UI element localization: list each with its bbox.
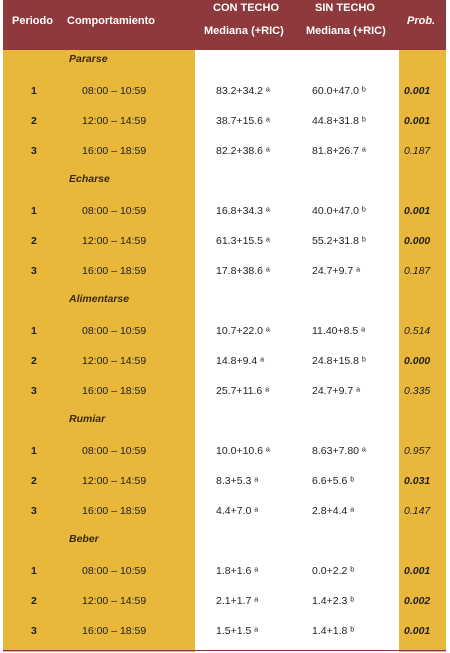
table-row (3, 441, 446, 463)
con-techo-cell: 1.8+1.6 ᵃ (216, 565, 259, 577)
periodo-cell: 2 (31, 355, 37, 367)
prob-cell: 0.000 (404, 235, 431, 247)
periodo-cell: 3 (31, 265, 37, 277)
hora-cell: 08:00 – 10:59 (82, 445, 147, 457)
table-row (3, 261, 446, 283)
con-techo-cell: 10.0+10.6 ᵃ (216, 445, 270, 457)
section-title: Pararse (69, 53, 108, 65)
sin-techo-cell: 8.63+7.80 ᵃ (312, 445, 366, 457)
con-techo-cell: 38.7+15.6 ᵃ (216, 115, 270, 127)
hora-cell: 16:00 – 18:59 (82, 625, 147, 637)
con-techo-cell: 17.8+38.6 ᵃ (216, 265, 270, 277)
con-techo-cell: 14.8+9.4 ᵃ (216, 355, 264, 367)
periodo-cell: 1 (31, 565, 37, 577)
sin-techo-cell: 1.4+1.8 ᵇ (312, 625, 355, 637)
table-row (3, 81, 446, 103)
periodo-cell: 1 (31, 205, 37, 217)
prob-cell: 0.001 (404, 85, 431, 97)
sin-techo-cell: 60.0+47.0 ᵇ (312, 85, 366, 97)
periodo-cell: 3 (31, 145, 37, 157)
prob-cell: 0.147 (404, 505, 431, 517)
con-techo-cell: 2.1+1.7 ᵃ (216, 595, 259, 607)
sin-techo-cell: 2.8+4.4 ᵃ (312, 505, 355, 517)
section-title-row (3, 170, 446, 192)
sin-techo-cell: 1.4+2.3 ᵇ (312, 595, 355, 607)
bottom-border (3, 650, 446, 651)
prob-cell: 0.957 (404, 445, 431, 457)
sin-techo-cell: 40.0+47.0 ᵇ (312, 205, 366, 217)
periodo-cell: 1 (31, 85, 37, 97)
hora-cell: 16:00 – 18:59 (82, 505, 147, 517)
prob-cell: 0.187 (404, 265, 431, 277)
sin-techo-cell: 55.2+31.8 ᵇ (312, 235, 366, 247)
results-table (3, 0, 446, 652)
prob-cell: 0.335 (404, 385, 431, 397)
periodo-cell: 3 (31, 625, 37, 637)
header-con-techo-sub: Mediana (+RIC) (204, 25, 284, 37)
header-con-techo: CON TECHO (213, 2, 279, 14)
hora-cell: 08:00 – 10:59 (82, 325, 147, 337)
section-title-row (3, 290, 446, 312)
table-row (3, 501, 446, 523)
periodo-cell: 2 (31, 595, 37, 607)
table-row (3, 621, 446, 643)
hora-cell: 08:00 – 10:59 (82, 85, 147, 97)
sin-techo-cell: 81.8+26.7 ᵃ (312, 145, 366, 157)
table-row (3, 231, 446, 253)
section-title: Echarse (69, 173, 110, 185)
prob-cell: 0.001 (404, 625, 431, 637)
sin-techo-cell: 24.8+15.8 ᵇ (312, 355, 366, 367)
table-row (3, 471, 446, 493)
prob-cell: 0.001 (404, 115, 431, 127)
sin-techo-cell: 11.40+8.5 ᵃ (312, 325, 366, 337)
con-techo-cell: 10.7+22.0 ᵃ (216, 325, 270, 337)
section-title-row (3, 530, 446, 552)
table-row (3, 561, 446, 583)
hora-cell: 16:00 – 18:59 (82, 265, 147, 277)
section-title-row (3, 410, 446, 432)
con-techo-cell: 82.2+38.6 ᵃ (216, 145, 270, 157)
hora-cell: 12:00 – 14:59 (82, 475, 147, 487)
periodo-cell: 3 (31, 505, 37, 517)
hora-cell: 12:00 – 14:59 (82, 235, 147, 247)
prob-cell: 0.000 (404, 355, 431, 367)
con-techo-cell: 61.3+15.5 ᵃ (216, 235, 270, 247)
con-techo-cell: 4.4+7.0 ᵃ (216, 505, 259, 517)
con-techo-cell: 16.8+34.3 ᵃ (216, 205, 270, 217)
header-periodo: Periodo (12, 15, 53, 27)
prob-cell: 0.001 (404, 565, 431, 577)
table-row (3, 321, 446, 343)
con-techo-cell: 83.2+34.2 ᵃ (216, 85, 270, 97)
section-title-row (3, 50, 446, 72)
prob-cell: 0.001 (404, 205, 431, 217)
table-header (3, 0, 446, 50)
con-techo-cell: 25.7+11.6 ᵃ (216, 385, 270, 397)
periodo-cell: 2 (31, 475, 37, 487)
header-sin-techo-sub: Mediana (+RIC) (306, 25, 386, 37)
table-row (3, 351, 446, 373)
prob-cell: 0.031 (404, 475, 431, 487)
table-row (3, 591, 446, 613)
header-prob: Prob. (407, 15, 436, 27)
periodo-cell: 2 (31, 235, 37, 247)
periodo-cell: 1 (31, 325, 37, 337)
header-comportamiento: Comportamiento (67, 15, 155, 27)
periodo-cell: 2 (31, 115, 37, 127)
sin-techo-cell: 24.7+9.7 ᵃ (312, 385, 360, 397)
table-row (3, 141, 446, 163)
periodo-cell: 3 (31, 385, 37, 397)
hora-cell: 12:00 – 14:59 (82, 595, 147, 607)
hora-cell: 08:00 – 10:59 (82, 565, 147, 577)
sin-techo-cell: 44.8+31.8 ᵇ (312, 115, 366, 127)
table-row (3, 111, 446, 133)
sin-techo-cell: 24.7+9.7 ᵃ (312, 265, 360, 277)
con-techo-cell: 1.5+1.5 ᵃ (216, 625, 259, 637)
hora-cell: 16:00 – 18:59 (82, 145, 147, 157)
section-title: Beber (69, 533, 99, 545)
periodo-cell: 1 (31, 445, 37, 457)
section-title: Alimentarse (69, 293, 130, 305)
prob-cell: 0.187 (404, 145, 431, 157)
sin-techo-cell: 0.0+2.2 ᵇ (312, 565, 355, 577)
prob-cell: 0.514 (404, 325, 431, 337)
sin-techo-cell: 6.6+5.6 ᵇ (312, 475, 355, 487)
hora-cell: 16:00 – 18:59 (82, 385, 147, 397)
section-title: Rumiar (69, 413, 106, 425)
header-sin-techo: SIN TECHO (315, 2, 375, 14)
con-techo-cell: 8.3+5.3 ᵃ (216, 475, 259, 487)
prob-cell: 0.002 (404, 595, 431, 607)
table-row (3, 201, 446, 223)
table-row (3, 381, 446, 403)
hora-cell: 12:00 – 14:59 (82, 355, 147, 367)
hora-cell: 12:00 – 14:59 (82, 115, 147, 127)
hora-cell: 08:00 – 10:59 (82, 205, 147, 217)
